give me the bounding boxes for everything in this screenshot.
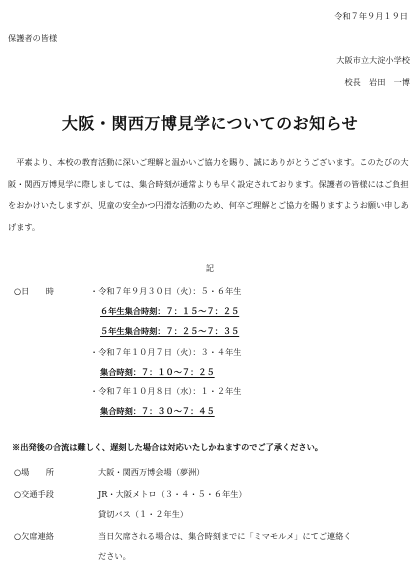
body-paragraph: 平素より、本校の教育活動に深いご理解と温かいご協力を賜り、誠にありがとうございます。このたびの大阪・関西万博見学に際しましては、集合時刻が通常よりも早く設定されております。保護者の皆様にはご負担をおかけいたしますが、児童の安全かつ円滑な活動のため、何卒ご理解とご協力を賜りますようお願い申しあげます。 — [8, 157, 409, 232]
schedule-time-1b: ５年生集合時刻：７：２５〜７：３５ — [100, 326, 240, 336]
ki-heading: 記 — [205, 263, 215, 273]
document-title: 大阪・関西万博見学についてのお知らせ — [61, 114, 359, 133]
issue-date: 令和７年９月１９日 — [334, 11, 408, 21]
late-notice: ※出発後の合流は難しく、遅刻した場合は対応いたしかねますのでご了承ください。 — [12, 442, 323, 452]
transport-line-1: JR・大阪メトロ（３・４・５・６年生） — [98, 489, 247, 499]
schedule-date-2: ・令和７年１０月７日（火）：３・４年生 — [90, 347, 242, 357]
principal-name: 校長 岩田 一博 — [344, 77, 410, 87]
absence-label: ○欠席連絡 — [14, 531, 54, 541]
transport-label: ○交通手段 — [14, 489, 54, 499]
absence-line-1: 当日欠席される場合は、集合時刻までに「ミマモルメ」にてご連絡く — [98, 531, 352, 541]
schedule-date-1: ・令和７年９月３０日（火）：５・６年生 — [90, 286, 242, 296]
location-value: 大阪・関西万博会場（夢洲） — [98, 467, 205, 477]
absence-line-2: ださい。 — [98, 551, 131, 561]
location-label: ○場 所 — [14, 467, 54, 477]
recipient: 保護者の皆様 — [8, 33, 58, 43]
schedule-label: ○日 時 — [14, 286, 54, 296]
schedule-date-3: ・令和７年１０月８日（水）：１・２年生 — [90, 386, 242, 396]
transport-line-2: 貸切バス（１・２年生） — [98, 509, 189, 519]
schedule-time-2: 集合時刻：７：１０〜７：２５ — [100, 367, 215, 377]
schedule-time-1a: ６年生集合時刻：７：１５〜７：２５ — [100, 306, 240, 316]
school-name: 大阪市立大淀小学校 — [336, 55, 410, 65]
schedule-time-3: 集合時刻：７：３０〜７：４５ — [100, 406, 215, 416]
